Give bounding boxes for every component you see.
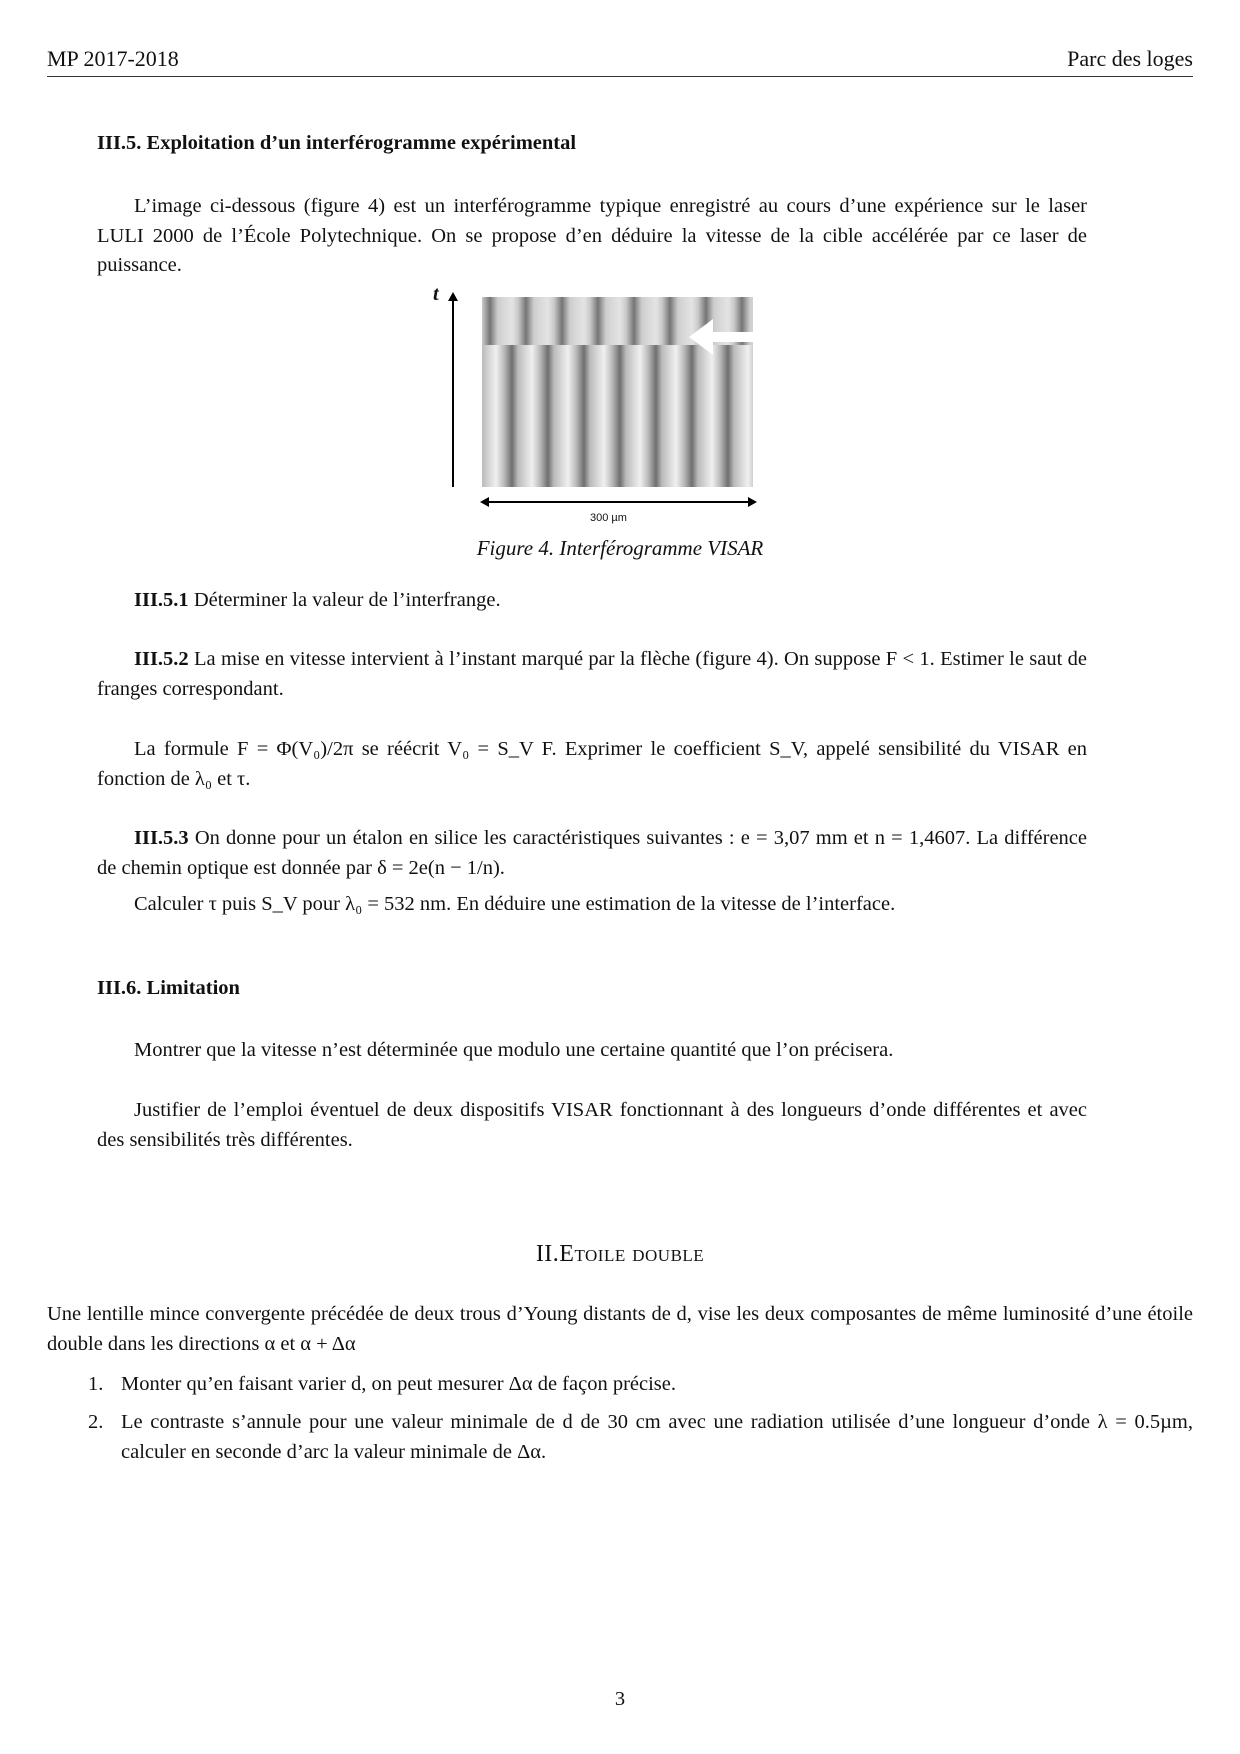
- limitation-p1: Montrer que la vitesse n’est déterminée que modulo une certaine quantité que l’on précisera.: [134, 1039, 894, 1061]
- list-number: 2.: [88, 1411, 104, 1433]
- list-text: Monter qu’en faisant varier d, on peut mesurer Δα de façon précise.: [121, 1373, 677, 1395]
- arrow-shaft: [707, 332, 753, 342]
- scale-arrow-right: [748, 497, 757, 507]
- header-rule: [47, 76, 1193, 77]
- list-item: [88, 1408, 1193, 1467]
- scale-bar: [486, 501, 749, 503]
- question-text: La mise en vitesse intervient à l’instant marqué par la flèche (figure 4). On suppose F < 1. Estimer le saut de franges correspondant.: [97, 648, 1087, 700]
- question-III53: [97, 824, 1087, 883]
- question-number: III.5.1: [134, 589, 189, 611]
- list-item: [88, 1370, 1193, 1400]
- left-arrow-icon: [689, 319, 713, 355]
- interferogram-image: [482, 297, 753, 487]
- time-axis-label: t: [433, 283, 439, 305]
- list-number: 1.: [88, 1373, 104, 1395]
- scale-label: 300 µm: [590, 512, 627, 524]
- header-right: Parc des loges: [1067, 46, 1193, 71]
- question-text: On donne pour un étalon en silice les caractéristiques suivantes : e = 3,07 mm et n = 1,4607. La différence de chemin optique est donnée par δ = 2e(n − 1/n).: [97, 827, 1087, 879]
- page-number: 3: [614, 1688, 626, 1710]
- header-left: MP 2017-2018: [47, 46, 179, 71]
- figure-caption: Figure 4. Interférogramme VISAR: [476, 536, 764, 560]
- intro-paragraph: L’image ci-dessous (figure 4) est un interférogramme typique enregistré au cours d’une expérience sur le laser LULI 2000 de l’École Polytechnique. On se propose d’en déduire la vitesse de la cible accélérée par ce laser de puissance.: [97, 195, 1087, 277]
- question-number: III.5.3: [134, 827, 189, 849]
- question-III52: [97, 645, 1087, 704]
- section-title-III5: III.5. Exploitation d’un interférogramme expérimental: [97, 132, 577, 154]
- limitation-p2: Justifier de l’emploi éventuel de deux dispositifs VISAR fonctionnant à des longueurs d’onde différentes et avec des sensibilités très différentes.: [97, 1099, 1087, 1151]
- question-number: III.5.2: [134, 648, 189, 670]
- part-intro: Une lentille mince convergente précédée de deux trous d’Young distants de d, vise les deux composantes de même luminosité d’une étoile double dans les directions α et α + Δα: [47, 1303, 1193, 1355]
- calc-paragraph: Calculer τ puis S_V pour λ₀ = 532 nm. En déduire une estimation de la vitesse de l’interface.: [134, 893, 896, 915]
- time-axis: [452, 300, 454, 487]
- part-title: II.Etoile double: [535, 1241, 705, 1267]
- list-text: Le contraste s’annule pour une valeur minimale de d de 30 cm avec une radiation utilisée d’une longueur d’onde λ = 0.5µm, calculer en seconde d’arc la valeur minimale de Δα.: [121, 1411, 1193, 1463]
- question-text: Déterminer la valeur de l’interfrange.: [193, 589, 501, 611]
- question-III51: [97, 586, 1087, 616]
- formula-paragraph: La formule F = Φ(V₀)/2π se réécrit V₀ = S_V F. Exprimer le coefficient S_V, appelé sensibilité du VISAR en fonction de λ₀ et τ.: [97, 738, 1087, 790]
- section-title-III6: III.6. Limitation: [97, 977, 240, 999]
